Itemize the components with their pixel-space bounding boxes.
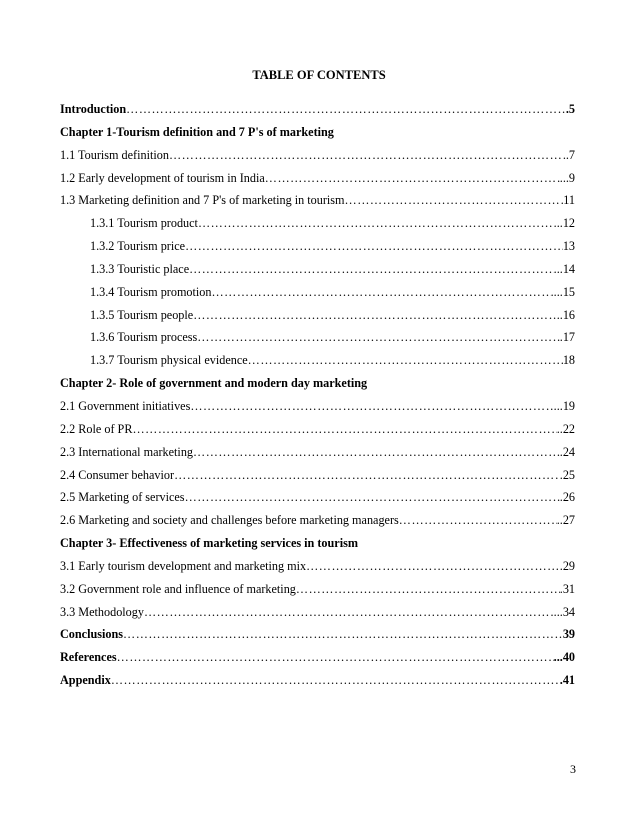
toc-entry xyxy=(60,285,575,308)
toc-dot-leader xyxy=(174,468,560,483)
toc-dot-leader xyxy=(111,673,560,688)
toc-dot-leader xyxy=(144,605,554,620)
toc-entry xyxy=(60,239,575,262)
toc-entry xyxy=(60,445,575,468)
page-number: 3 xyxy=(570,762,576,776)
toc-entry-page: .24 xyxy=(559,444,575,459)
toc-entry xyxy=(60,330,575,353)
toc-dot-leader xyxy=(126,102,566,117)
toc-entry xyxy=(60,148,575,171)
toc-dot-leader xyxy=(198,216,554,231)
toc-entry-label: 2.1 Government initiatives xyxy=(60,398,191,413)
toc-entry-page: ..16 xyxy=(556,307,575,322)
toc-chapter-heading xyxy=(60,125,575,148)
toc-entry xyxy=(60,171,575,194)
toc-entry-label: 2.3 International marketing xyxy=(60,444,194,459)
toc-dot-leader xyxy=(190,399,553,414)
toc-dot-leader xyxy=(132,422,556,437)
toc-dot-leader xyxy=(189,262,554,277)
toc-entry xyxy=(60,513,575,536)
toc-entry-page: 11 xyxy=(563,193,575,208)
toc-dot-leader xyxy=(117,650,554,665)
toc-entry-label: 2.6 Marketing and society and challenges before marketing managers xyxy=(60,513,399,528)
toc-entry-page: .26 xyxy=(559,490,575,505)
toc-entry-page: 18 xyxy=(562,353,575,368)
toc-entry-label: 2.4 Consumer behavior xyxy=(60,467,175,482)
toc-dot-leader xyxy=(211,285,550,300)
toc-entry-page: 39 xyxy=(562,627,575,642)
toc-entry xyxy=(60,193,575,216)
toc-entry-page: ..7 xyxy=(562,147,575,162)
toc-entry-label: Conclusions xyxy=(60,627,123,642)
toc-dot-leader xyxy=(185,490,560,505)
toc-entry-label: Chapter 3- Effectiveness of marketing services in tourism xyxy=(60,536,358,551)
toc-entry-page: ...14 xyxy=(553,261,575,276)
toc-entry-page: ...9 xyxy=(559,170,575,185)
toc-entry-page: ..22 xyxy=(556,421,575,436)
toc-entry-label: Chapter 2- Role of government and modern day marketing xyxy=(60,376,368,391)
toc-entry xyxy=(60,422,575,445)
toc-entry-label: Chapter 1-Tourism definition and 7 P's of marketing xyxy=(60,124,334,139)
toc-entry-label: 3.1 Early tourism development and marketing mix xyxy=(60,558,307,573)
toc-entry-label: 1.3.5 Tourism people xyxy=(90,307,194,322)
toc-dot-leader xyxy=(296,582,560,597)
toc-chapter-heading xyxy=(60,536,575,559)
toc-dot-leader xyxy=(265,171,560,186)
toc-entry-label: 3.2 Government role and influence of marketing xyxy=(60,581,296,596)
toc-entry-label: Introduction xyxy=(60,102,127,116)
toc-entry-page: ...40 xyxy=(553,650,575,665)
toc-entry xyxy=(60,490,575,513)
toc-entry xyxy=(60,216,575,239)
toc-entry-page: .41 xyxy=(559,673,575,688)
toc-entry xyxy=(60,262,575,285)
table-of-contents xyxy=(60,102,575,696)
toc-entry-page: .29 xyxy=(559,558,575,573)
toc-entry-label: 1.3.7 Tourism physical evidence xyxy=(90,353,248,368)
toc-dot-leader xyxy=(123,627,563,642)
toc-entry-label: 1.3.4 Tourism promotion xyxy=(90,284,212,299)
toc-dot-leader xyxy=(306,559,560,574)
toc-entry-label: References xyxy=(60,650,117,665)
toc-entry-label: 1.3.1 Tourism product xyxy=(90,216,198,231)
toc-entry-page: ...12 xyxy=(553,216,575,231)
toc-entry xyxy=(60,582,575,605)
toc-entry xyxy=(60,559,575,582)
toc-entry-label: 2.5 Marketing of services xyxy=(60,490,185,505)
toc-dot-leader xyxy=(193,445,560,460)
toc-entry-label: 1.3.2 Tourism price xyxy=(90,239,186,254)
toc-entry-page: .25 xyxy=(559,467,575,482)
toc-entry-page: ...19 xyxy=(553,398,575,413)
toc-entry-page: .17 xyxy=(559,330,575,345)
toc-entry xyxy=(60,650,575,673)
toc-entry-label: 2.2 Role of PR xyxy=(60,421,133,436)
toc-entry xyxy=(60,399,575,422)
toc-dot-leader xyxy=(169,148,563,163)
toc-entry xyxy=(60,308,575,331)
toc-dot-leader xyxy=(197,330,560,345)
toc-entry-page: ..27 xyxy=(556,513,575,528)
toc-entry xyxy=(60,468,575,491)
toc-entry-label: 3.3 Methodology xyxy=(60,604,144,619)
toc-entry-label: 1.3.6 Tourism process xyxy=(90,330,198,345)
toc-entry xyxy=(60,353,575,376)
toc-entry xyxy=(60,102,575,125)
toc-entry xyxy=(60,673,575,696)
toc-entry-label: 1.1 Tourism definition xyxy=(60,147,169,162)
toc-entry-label: 1.3 Marketing definition and 7 P's of marketing in tourism xyxy=(60,193,345,208)
toc-entry-label: 1.3.3 Touristic place xyxy=(90,261,190,276)
toc-entry xyxy=(60,605,575,628)
toc-entry-label: 1.2 Early development of tourism in India xyxy=(60,170,265,185)
toc-entry-page: 13 xyxy=(562,239,575,254)
toc-chapter-heading xyxy=(60,376,575,399)
toc-entry-page: .31 xyxy=(559,581,575,596)
page-title: TABLE OF CONTENTS xyxy=(252,68,386,82)
toc-dot-leader xyxy=(399,513,557,528)
toc-entry xyxy=(60,627,575,650)
toc-dot-leader xyxy=(248,353,563,368)
toc-dot-leader xyxy=(345,193,564,208)
toc-entry-page: ....15 xyxy=(550,284,575,299)
toc-entry-label: Appendix xyxy=(60,673,111,688)
toc-entry-page: .5 xyxy=(565,102,575,116)
toc-dot-leader xyxy=(185,239,563,254)
toc-entry-page: ...34 xyxy=(553,604,575,619)
toc-dot-leader xyxy=(193,308,557,323)
